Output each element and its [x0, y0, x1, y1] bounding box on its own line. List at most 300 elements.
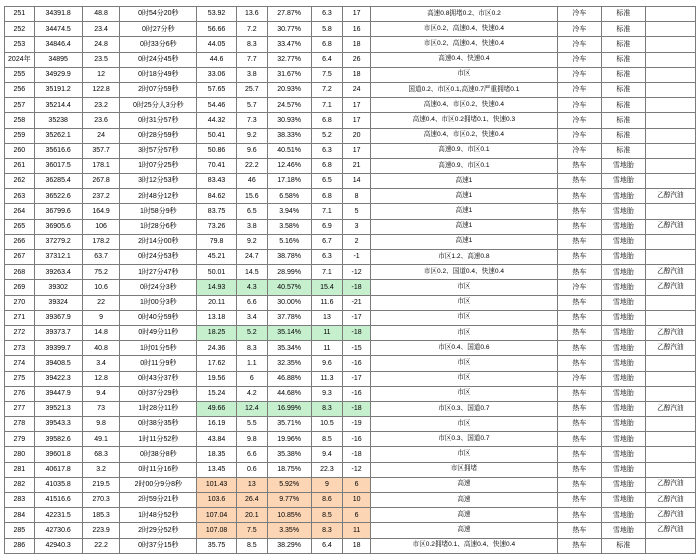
cell-consumption_pct[interactable]: 9.77%	[267, 493, 311, 508]
cell-distance[interactable]: 43.84	[197, 432, 237, 447]
cell-avg[interactable]: 6.8	[311, 189, 343, 204]
cell-avg[interactable]: 8.3	[311, 401, 343, 416]
cell-tire[interactable]: 雪地胎	[601, 401, 645, 416]
cell-temp[interactable]: -18	[343, 401, 371, 416]
table-row[interactable]	[5, 432, 696, 447]
cell-avg[interactable]: 10.5	[311, 417, 343, 432]
table-row[interactable]	[5, 189, 696, 204]
table-row[interactable]	[5, 37, 696, 52]
cell-road_type[interactable]: 市区0.2、高速0.4、快速0.4	[370, 37, 557, 52]
table-row[interactable]	[5, 356, 696, 371]
cell-consumption_pct[interactable]: 33.47%	[267, 37, 311, 52]
cell-temp[interactable]: 17	[343, 7, 371, 22]
cell-temp[interactable]: 18	[343, 37, 371, 52]
cell-road_type[interactable]: 高速1	[370, 204, 557, 219]
cell-fuel[interactable]: 20.1	[237, 508, 268, 523]
cell-ac[interactable]: 冷车	[557, 82, 601, 97]
cell-fuel[interactable]: 9.2	[237, 128, 268, 143]
cell-mileage[interactable]: 178.1	[82, 158, 120, 173]
cell-note[interactable]	[645, 204, 695, 219]
cell-road_type[interactable]: 高速1	[370, 174, 557, 189]
cell-mileage[interactable]: 106	[82, 219, 120, 234]
cell-consumption_pct[interactable]: 18.75%	[267, 462, 311, 477]
cell-consumption_pct[interactable]: 38.33%	[267, 128, 311, 143]
table-row[interactable]	[5, 128, 696, 143]
cell-distance[interactable]: 13.18	[197, 310, 237, 325]
cell-index[interactable]: 260	[5, 143, 35, 158]
cell-road_type[interactable]: 市区	[370, 310, 557, 325]
cell-mileage[interactable]: 40.8	[82, 341, 120, 356]
cell-note[interactable]	[645, 371, 695, 386]
cell-ac[interactable]: 热车	[557, 508, 601, 523]
cell-ac[interactable]: 冷车	[557, 280, 601, 295]
cell-tire[interactable]: 标准	[601, 22, 645, 37]
cell-ac[interactable]: 热车	[557, 447, 601, 462]
cell-odometer[interactable]: 36799.6	[34, 204, 82, 219]
cell-index[interactable]: 268	[5, 265, 35, 280]
table-row[interactable]	[5, 447, 696, 462]
cell-distance[interactable]: 14.93	[197, 280, 237, 295]
cell-avg[interactable]: 8.6	[311, 493, 343, 508]
cell-mileage[interactable]: 22.2	[82, 538, 120, 553]
cell-consumption_pct[interactable]: 10.85%	[267, 508, 311, 523]
cell-fuel[interactable]: 15.6	[237, 189, 268, 204]
cell-duration[interactable]: 2时14分00秒	[120, 234, 197, 249]
cell-distance[interactable]: 50.86	[197, 143, 237, 158]
cell-consumption_pct[interactable]: 16.99%	[267, 401, 311, 416]
cell-mileage[interactable]: 10.6	[82, 280, 120, 295]
cell-road_type[interactable]: 高速1	[370, 219, 557, 234]
cell-consumption_pct[interactable]: 35.14%	[267, 325, 311, 340]
cell-distance[interactable]: 24.36	[197, 341, 237, 356]
cell-index[interactable]: 278	[5, 417, 35, 432]
cell-consumption_pct[interactable]: 44.68%	[267, 386, 311, 401]
cell-road_type[interactable]: 市区0.2拥堵0.1、高速0.4、快速0.4	[370, 538, 557, 553]
cell-mileage[interactable]: 9.4	[82, 386, 120, 401]
table-row[interactable]	[5, 113, 696, 128]
table-row[interactable]	[5, 477, 696, 492]
table-row[interactable]	[5, 174, 696, 189]
cell-consumption_pct[interactable]: 5.16%	[267, 234, 311, 249]
cell-road_type[interactable]: 高速	[370, 523, 557, 538]
cell-road_type[interactable]: 市区	[370, 447, 557, 462]
cell-duration[interactable]: 0时38分35秒	[120, 417, 197, 432]
cell-note[interactable]	[645, 143, 695, 158]
cell-avg[interactable]: 6.9	[311, 219, 343, 234]
cell-ac[interactable]: 热车	[557, 432, 601, 447]
cell-tire[interactable]: 标准	[601, 113, 645, 128]
cell-avg[interactable]: 9.4	[311, 447, 343, 462]
cell-tire[interactable]: 标准	[601, 37, 645, 52]
cell-duration[interactable]: 0时49分11秒	[120, 325, 197, 340]
cell-distance[interactable]: 17.62	[197, 356, 237, 371]
cell-ac[interactable]: 热车	[557, 265, 601, 280]
cell-temp[interactable]: -18	[343, 325, 371, 340]
cell-odometer[interactable]: 36017.5	[34, 158, 82, 173]
cell-odometer[interactable]: 35214.4	[34, 98, 82, 113]
cell-fuel[interactable]: 13.6	[237, 7, 268, 22]
cell-odometer[interactable]: 36905.6	[34, 219, 82, 234]
cell-index[interactable]: 251	[5, 7, 35, 22]
cell-duration[interactable]: 0时38分8秒	[120, 447, 197, 462]
cell-odometer[interactable]: 39324	[34, 295, 82, 310]
cell-road_type[interactable]: 市区0.3、国道0.7	[370, 401, 557, 416]
cell-fuel[interactable]: 7.3	[237, 113, 268, 128]
cell-fuel[interactable]: 8.3	[237, 341, 268, 356]
cell-consumption_pct[interactable]: 27.87%	[267, 7, 311, 22]
cell-mileage[interactable]: 75.2	[82, 265, 120, 280]
cell-avg[interactable]: 7.1	[311, 265, 343, 280]
cell-odometer[interactable]: 37279.2	[34, 234, 82, 249]
cell-distance[interactable]: 56.66	[197, 22, 237, 37]
cell-index[interactable]: 269	[5, 280, 35, 295]
cell-odometer[interactable]: 39302	[34, 280, 82, 295]
cell-index[interactable]: 253	[5, 37, 35, 52]
cell-distance[interactable]: 33.06	[197, 67, 237, 82]
cell-ac[interactable]: 热车	[557, 341, 601, 356]
cell-avg[interactable]: 9.3	[311, 386, 343, 401]
cell-duration[interactable]: 1时11分52秒	[120, 432, 197, 447]
cell-fuel[interactable]: 4.3	[237, 280, 268, 295]
cell-fuel[interactable]: 26.4	[237, 493, 268, 508]
cell-distance[interactable]: 107.04	[197, 508, 237, 523]
cell-avg[interactable]: 6.4	[311, 52, 343, 67]
cell-road_type[interactable]: 市区	[370, 280, 557, 295]
cell-temp[interactable]: 11	[343, 523, 371, 538]
cell-consumption_pct[interactable]: 35.71%	[267, 417, 311, 432]
table-row[interactable]	[5, 325, 696, 340]
cell-temp[interactable]: 20	[343, 128, 371, 143]
cell-ac[interactable]: 热车	[557, 158, 601, 173]
cell-odometer[interactable]: 39582.6	[34, 432, 82, 447]
cell-consumption_pct[interactable]: 24.57%	[267, 98, 311, 113]
cell-tire[interactable]: 雪地胎	[601, 234, 645, 249]
cell-fuel[interactable]: 8.3	[237, 37, 268, 52]
cell-odometer[interactable]: 42730.6	[34, 523, 82, 538]
cell-index[interactable]: 272	[5, 325, 35, 340]
cell-road_type[interactable]: 高速0.4、市区0.2、快速0.4	[370, 128, 557, 143]
cell-avg[interactable]: 11.3	[311, 371, 343, 386]
cell-road_type[interactable]: 高速0.4、市区0.2、快速0.4	[370, 98, 557, 113]
cell-road_type[interactable]: 市区	[370, 356, 557, 371]
cell-fuel[interactable]: 3.8	[237, 67, 268, 82]
cell-index[interactable]: 277	[5, 401, 35, 416]
cell-odometer[interactable]: 39601.8	[34, 447, 82, 462]
cell-fuel[interactable]: 6.6	[237, 295, 268, 310]
cell-index[interactable]: 259	[5, 128, 35, 143]
cell-tire[interactable]: 雪地胎	[601, 158, 645, 173]
cell-mileage[interactable]: 178.2	[82, 234, 120, 249]
cell-fuel[interactable]: 22.2	[237, 158, 268, 173]
cell-distance[interactable]: 103.6	[197, 493, 237, 508]
cell-consumption_pct[interactable]: 38.78%	[267, 250, 311, 265]
cell-note[interactable]: 乙醇汽油	[645, 508, 695, 523]
cell-road_type[interactable]: 市区拥堵	[370, 462, 557, 477]
cell-odometer[interactable]: 42940.3	[34, 538, 82, 553]
cell-odometer[interactable]: 39447.9	[34, 386, 82, 401]
cell-index[interactable]: 267	[5, 250, 35, 265]
cell-note[interactable]	[645, 174, 695, 189]
cell-ac[interactable]: 热车	[557, 523, 601, 538]
cell-index[interactable]: 270	[5, 295, 35, 310]
cell-mileage[interactable]: 122.8	[82, 82, 120, 97]
cell-temp[interactable]: -17	[343, 310, 371, 325]
cell-road_type[interactable]: 高速0.9、市区0.1	[370, 158, 557, 173]
cell-temp[interactable]: 5	[343, 204, 371, 219]
cell-road_type[interactable]: 市区0.4、国道0.6	[370, 341, 557, 356]
cell-road_type[interactable]: 高速	[370, 477, 557, 492]
table-row[interactable]	[5, 341, 696, 356]
cell-odometer[interactable]: 34895	[34, 52, 82, 67]
cell-avg[interactable]: 7.2	[311, 82, 343, 97]
table-row[interactable]	[5, 219, 696, 234]
cell-avg[interactable]: 5.8	[311, 22, 343, 37]
cell-note[interactable]	[645, 7, 695, 22]
cell-index[interactable]: 285	[5, 523, 35, 538]
cell-distance[interactable]: 79.8	[197, 234, 237, 249]
cell-temp[interactable]: -18	[343, 280, 371, 295]
cell-ac[interactable]: 冷车	[557, 37, 601, 52]
cell-duration[interactable]: 0时27分秒	[120, 22, 197, 37]
cell-duration[interactable]: 2时48分12秒	[120, 189, 197, 204]
cell-distance[interactable]: 101.43	[197, 477, 237, 492]
cell-tire[interactable]: 标准	[601, 98, 645, 113]
cell-distance[interactable]: 35.75	[197, 538, 237, 553]
cell-note[interactable]: 乙醇汽油	[645, 493, 695, 508]
cell-index[interactable]: 2024年	[5, 52, 35, 67]
cell-avg[interactable]: 6.3	[311, 250, 343, 265]
table-row[interactable]	[5, 295, 696, 310]
cell-ac[interactable]: 热车	[557, 477, 601, 492]
cell-avg[interactable]: 11.6	[311, 295, 343, 310]
cell-note[interactable]	[645, 52, 695, 67]
cell-note[interactable]: 乙醇汽油	[645, 325, 695, 340]
table-row[interactable]	[5, 386, 696, 401]
cell-road_type[interactable]: 市区	[370, 386, 557, 401]
cell-distance[interactable]: 44.6	[197, 52, 237, 67]
cell-index[interactable]: 258	[5, 113, 35, 128]
cell-temp[interactable]: 2	[343, 234, 371, 249]
cell-duration[interactable]: 0时33分6秒	[120, 37, 197, 52]
cell-fuel[interactable]: 46	[237, 174, 268, 189]
cell-road_type[interactable]: 高速	[370, 508, 557, 523]
cell-duration[interactable]: 0时37分15秒	[120, 538, 197, 553]
cell-mileage[interactable]: 23.2	[82, 98, 120, 113]
cell-fuel[interactable]: 25.7	[237, 82, 268, 97]
cell-avg[interactable]: 8.3	[311, 523, 343, 538]
cell-tire[interactable]: 雪地胎	[601, 189, 645, 204]
cell-distance[interactable]: 54.46	[197, 98, 237, 113]
cell-duration[interactable]: 3时12分53秒	[120, 174, 197, 189]
cell-avg[interactable]: 9.6	[311, 356, 343, 371]
cell-ac[interactable]: 冷车	[557, 371, 601, 386]
cell-index[interactable]: 261	[5, 158, 35, 173]
cell-mileage[interactable]: 68.3	[82, 447, 120, 462]
table-row[interactable]	[5, 7, 696, 22]
cell-road_type[interactable]: 国道0.2、市区0.1,高速0.7严重拥堵0.1	[370, 82, 557, 97]
cell-index[interactable]: 284	[5, 508, 35, 523]
cell-tire[interactable]: 标准	[601, 67, 645, 82]
cell-consumption_pct[interactable]: 5.92%	[267, 477, 311, 492]
cell-mileage[interactable]: 223.9	[82, 523, 120, 538]
cell-consumption_pct[interactable]: 30.00%	[267, 295, 311, 310]
cell-index[interactable]: 252	[5, 22, 35, 37]
cell-fuel[interactable]: 4.2	[237, 386, 268, 401]
cell-temp[interactable]: -17	[343, 371, 371, 386]
cell-avg[interactable]: 11	[311, 341, 343, 356]
cell-fuel[interactable]: 9.2	[237, 234, 268, 249]
cell-odometer[interactable]: 41516.6	[34, 493, 82, 508]
cell-fuel[interactable]: 13	[237, 477, 268, 492]
cell-temp[interactable]: 24	[343, 82, 371, 97]
cell-index[interactable]: 281	[5, 462, 35, 477]
cell-index[interactable]: 275	[5, 371, 35, 386]
cell-distance[interactable]: 107.08	[197, 523, 237, 538]
cell-avg[interactable]: 6.7	[311, 234, 343, 249]
cell-road_type[interactable]: 高速0.4、快速0.4	[370, 52, 557, 67]
cell-index[interactable]: 274	[5, 356, 35, 371]
cell-temp[interactable]: -12	[343, 265, 371, 280]
cell-consumption_pct[interactable]: 40.57%	[267, 280, 311, 295]
cell-index[interactable]: 282	[5, 477, 35, 492]
cell-note[interactable]	[645, 37, 695, 52]
cell-index[interactable]: 286	[5, 538, 35, 553]
table-row[interactable]	[5, 265, 696, 280]
cell-distance[interactable]: 83.43	[197, 174, 237, 189]
cell-mileage[interactable]: 3.4	[82, 356, 120, 371]
cell-ac[interactable]: 冷车	[557, 7, 601, 22]
cell-tire[interactable]: 雪地胎	[601, 310, 645, 325]
cell-index[interactable]: 263	[5, 189, 35, 204]
cell-tire[interactable]: 雪地胎	[601, 325, 645, 340]
cell-ac[interactable]: 冷车	[557, 52, 601, 67]
cell-note[interactable]	[645, 67, 695, 82]
cell-avg[interactable]: 5.2	[311, 128, 343, 143]
table-row[interactable]	[5, 462, 696, 477]
cell-avg[interactable]: 22.3	[311, 462, 343, 477]
cell-index[interactable]: 266	[5, 234, 35, 249]
cell-fuel[interactable]: 0.6	[237, 462, 268, 477]
cell-note[interactable]	[645, 447, 695, 462]
cell-note[interactable]	[645, 234, 695, 249]
cell-ac[interactable]: 热车	[557, 417, 601, 432]
cell-tire[interactable]: 雪地胎	[601, 204, 645, 219]
cell-ac[interactable]: 热车	[557, 386, 601, 401]
cell-tire[interactable]: 雪地胎	[601, 174, 645, 189]
cell-temp[interactable]: -16	[343, 432, 371, 447]
cell-temp[interactable]: -16	[343, 356, 371, 371]
cell-note[interactable]: 乙醇汽油	[645, 523, 695, 538]
cell-mileage[interactable]: 48.8	[82, 7, 120, 22]
cell-distance[interactable]: 50.41	[197, 128, 237, 143]
cell-duration[interactable]: 1时48分52秒	[120, 508, 197, 523]
cell-note[interactable]	[645, 82, 695, 97]
table-row[interactable]	[5, 250, 696, 265]
cell-avg[interactable]: 7.5	[311, 67, 343, 82]
cell-tire[interactable]: 雪地胎	[601, 341, 645, 356]
table-row[interactable]	[5, 52, 696, 67]
cell-distance[interactable]: 15.24	[197, 386, 237, 401]
cell-temp[interactable]: 17	[343, 113, 371, 128]
cell-duration[interactable]: 2时07分59秒	[120, 82, 197, 97]
cell-fuel[interactable]: 3.8	[237, 219, 268, 234]
cell-ac[interactable]: 热车	[557, 325, 601, 340]
cell-road_type[interactable]: 市区0.2、高速0.4、快速0.4	[370, 22, 557, 37]
cell-mileage[interactable]: 9	[82, 310, 120, 325]
cell-tire[interactable]: 雪地胎	[601, 432, 645, 447]
cell-temp[interactable]: -21	[343, 295, 371, 310]
cell-avg[interactable]: 15.4	[311, 280, 343, 295]
cell-odometer[interactable]: 39367.9	[34, 310, 82, 325]
cell-temp[interactable]: 3	[343, 219, 371, 234]
cell-mileage[interactable]: 9.8	[82, 417, 120, 432]
cell-note[interactable]: 乙醇汽油	[645, 265, 695, 280]
cell-tire[interactable]: 雪地胎	[601, 280, 645, 295]
cell-tire[interactable]: 雪地胎	[601, 219, 645, 234]
cell-temp[interactable]: 16	[343, 22, 371, 37]
cell-temp[interactable]: -18	[343, 447, 371, 462]
cell-duration[interactable]: 1时00分3秒	[120, 295, 197, 310]
cell-avg[interactable]: 6.8	[311, 113, 343, 128]
cell-avg[interactable]: 6.4	[311, 538, 343, 553]
cell-duration[interactable]: 0时11分9秒	[120, 356, 197, 371]
cell-distance[interactable]: 53.92	[197, 7, 237, 22]
cell-duration[interactable]: 2时00分9分8秒	[120, 477, 197, 492]
cell-tire[interactable]: 雪地胎	[601, 295, 645, 310]
cell-distance[interactable]: 44.32	[197, 113, 237, 128]
cell-odometer[interactable]: 39399.7	[34, 341, 82, 356]
cell-duration[interactable]: 0时43分37秒	[120, 371, 197, 386]
cell-duration[interactable]: 1时07分25秒	[120, 158, 197, 173]
table-row[interactable]	[5, 493, 696, 508]
cell-mileage[interactable]: 12	[82, 67, 120, 82]
cell-temp[interactable]: 14	[343, 174, 371, 189]
cell-ac[interactable]: 冷车	[557, 128, 601, 143]
cell-road_type[interactable]: 市区1.2、高速0.8	[370, 250, 557, 265]
cell-fuel[interactable]: 8.5	[237, 538, 268, 553]
cell-consumption_pct[interactable]: 40.51%	[267, 143, 311, 158]
cell-ac[interactable]: 热车	[557, 462, 601, 477]
cell-consumption_pct[interactable]: 6.58%	[267, 189, 311, 204]
cell-consumption_pct[interactable]: 37.78%	[267, 310, 311, 325]
cell-temp[interactable]: 17	[343, 143, 371, 158]
cell-note[interactable]	[645, 128, 695, 143]
cell-avg[interactable]: 6.5	[311, 174, 343, 189]
cell-ac[interactable]: 热车	[557, 538, 601, 553]
cell-note[interactable]	[645, 386, 695, 401]
cell-duration[interactable]: 0时40分59秒	[120, 310, 197, 325]
cell-tire[interactable]: 雪地胎	[601, 371, 645, 386]
table-row[interactable]	[5, 523, 696, 538]
cell-fuel[interactable]: 7.5	[237, 523, 268, 538]
cell-note[interactable]: 乙醇汽油	[645, 477, 695, 492]
cell-ac[interactable]: 冷车	[557, 113, 601, 128]
cell-distance[interactable]: 49.66	[197, 401, 237, 416]
cell-ac[interactable]: 热车	[557, 204, 601, 219]
cell-tire[interactable]: 雪地胎	[601, 477, 645, 492]
cell-ac[interactable]: 热车	[557, 295, 601, 310]
cell-index[interactable]: 265	[5, 219, 35, 234]
table-row[interactable]	[5, 22, 696, 37]
cell-mileage[interactable]: 12.8	[82, 371, 120, 386]
cell-duration[interactable]: 0时24分3秒	[120, 280, 197, 295]
cell-index[interactable]: 255	[5, 67, 35, 82]
cell-avg[interactable]: 6.3	[311, 143, 343, 158]
cell-note[interactable]: 乙醇汽油	[645, 341, 695, 356]
table-row[interactable]	[5, 310, 696, 325]
cell-note[interactable]	[645, 432, 695, 447]
cell-ac[interactable]: 热车	[557, 401, 601, 416]
